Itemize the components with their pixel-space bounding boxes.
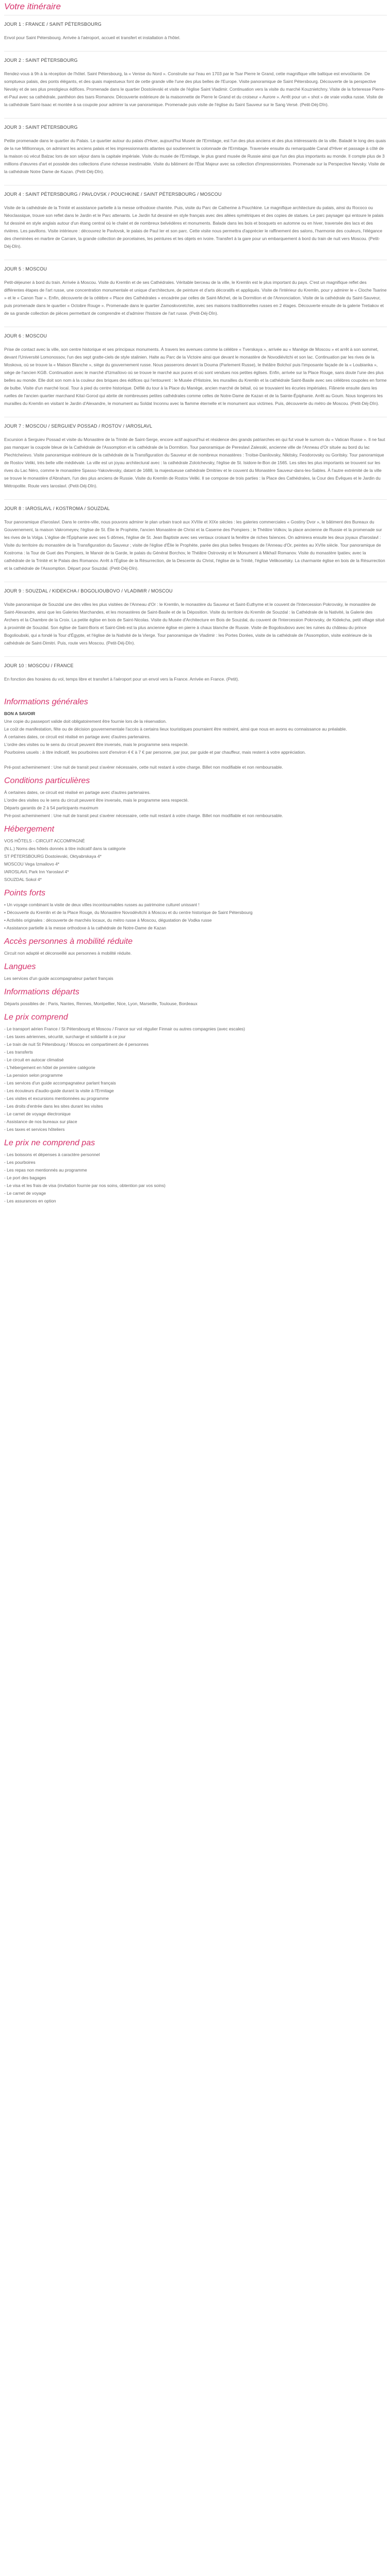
info-title: Informations générales [4, 698, 88, 706]
day-section [4, 327, 387, 417]
day-title: JOUR 4 : SAINT PÉTERSBOURG / PAVLOVSK / POUCHKINE / SAINT PÉTERSBOURG / MOSCOU [4, 192, 222, 197]
included-item: - Les visites et excursions mentionnées au programme [4, 1096, 109, 1101]
day-section [4, 417, 387, 499]
comprend-title: Le prix comprend [4, 1013, 68, 1022]
comprend-list [4, 1025, 387, 1133]
excluded-item: - Le visa et les frais de visa (invitation fournie par nos soins, obtention par vos soins) [4, 1183, 166, 1188]
day-section [4, 118, 387, 185]
day-description: Visite de la cathédrale de la Trinité et assistance partielle à la messe orthodoxe chantée. Puis, visite du Parc de Catherine à Pouchkine. Le magnifique architecture du palais, ainsi du Rococo ou Néoclassique, trouve son reflet dans le Jardin et le Parc attenants. Le Jardin fut dessiné en style français avec des allées symétriques et des copies de statues. Le parc paysager qui entoure le palais fut dessiné en style anglais autour d'un étang central où le chalet et de nombreux belvédères et monuments. Balade dans les bois et bosquets en automne ou en hiver, traversée des lacs et des rivières. Les pavillons. Visite intérieure : découvrez le Pavlovsk, le palais de Paul Ier et son parc. Cette visite nous permettra d'apprécier le raffinement des salons, l'harmonie des couleurs, l'élégance des cheminées en marbre de Carrare, la grande collection de porcelaines, les peintures et les objets en ivoire. Transfert à la gare pour un embarquement à bord du train de nuit vers Moscou. (Petit-Déj-Dîn). [4, 205, 384, 249]
condition-item: À certaines dates, ce circuit est réalisé en partage avec d'autres partenaires. [4, 790, 151, 795]
hotel-item: VOS HÔTELS - CIRCUIT ACCOMPAGNÉ [4, 838, 85, 843]
bon-a-savoir-item: Le coût de manifestation, fête ou de décision gouvernementale l'accès à certains lieux touristiques pourraient être restreint, ainsi que nous en avons eu connaissance au préalable. [4, 726, 347, 732]
condition-item: L'ordre des visites ou le sens du circuit peuvent être inversés, mais le programme sera respecté. [4, 798, 189, 803]
hotel-item: ST PÉTERSBOURG Dostoïevski, Oktyabrskaya 4* [4, 854, 102, 859]
points-title: Points forts [4, 889, 46, 897]
day-title: JOUR 2 : SAINT PÉTERSBOURG [4, 58, 78, 63]
included-item: - Les transferts [4, 1049, 33, 1055]
included-item: - Les services d'un guide accompagnateur parlant français [4, 1080, 116, 1086]
hotel-item: SOUZDAL Sokol 4* [4, 877, 42, 882]
excluded-item: - Les boissons et dépenses à caractère personnel [4, 1152, 100, 1157]
day-description: Envol pour Saint Pétersbourg. Arrivée à l'aéroport, accueil et transfert et installation à l'hôtel. [4, 35, 181, 40]
day-section [4, 15, 387, 51]
day-section [4, 185, 387, 260]
hebergement-title: Hébergement [4, 825, 54, 834]
page-title: Votre itinéraire [4, 2, 61, 11]
included-item: - L'hébergement en hôtel de première catégorie [4, 1065, 95, 1070]
day-description: Visite panoramique de Souzdal une des villes les plus visitées de l'Anneau d'Or : le Kremlin, le monastère du Sauveur et Saint-Euthyme et le couvent de l'Intercession Pokrovsky, le monastère de Saint-Alexandre, ainsi que les Galeries Marchandes, et les monastères de Saint-Basile et de la Déposition. Visite du territoire du Kremlin de Souzdal : la Cathédrale de la Nativité, la Galerie des Archers et la Chambre de la Croix. La petite église en bois de Saint-Nicolas. Visite du Musée d'Architecture en Bois de Souzdal, du couvent de l'Intercession Pokrovsky, de Kidekcha, petit village situé à proximité de Souzdal. Son église de Saint-Boris et Saint-Gleb est la plus ancienne église en pierre à chaux blanche de Russie. Visite de Bogolioubovo avec les ruines du château du prince Bogolioubski, qui a fondé la Tour d'Égypte, et l'église de la Nativité de la Vierge. Tour panoramique de Vladimir : les Portes Dorées, visite de la cathédrale de l'Assomption, visite extérieure de la cathédrale de Saint-Dimitri. Puis, route vers Moscou. (Petit-Déj-Dîn). [4, 602, 385, 646]
included-item: - Le transport aérien France / St Pétersbourg et Moscou / France sur vol régulier Finnair ou autres compagnies (avec escales) [4, 1026, 245, 1031]
included-item: - Le circuit en autocar climatisé [4, 1057, 64, 1062]
excluded-item: - Le port des bagages [4, 1175, 46, 1180]
included-item: - Les droits d'entrée dans les sites durant les visites [4, 1104, 103, 1109]
day-description: Prise de contact avec la ville, son centre historique et ses principaux monuments. À travers les avenues comme la célèbre « Tverskaya », arrivée au « Manège de Moscou » et arrêt à son sommet, devant l'Université Lomonossov, l'un des sept gratte-ciels de style stalinien. Halte au Parc de la Victoire ainsi que devant le monastère de Novodiévitchi et son lac. Continuation par les rives de la Moskova, où se trouve la « Maison Blanche », siège du gouvernement russe. Nous passerons devant la Douma (Parlement Russe), le théâtre Bolchoï puis l'imposante façade de la « Loubianka », siège de l'ancien KGB. Continuation avec le marché d'Izmaïlovo où se trouve le marché aux puces et où sont vendues nos petites églises. Enfin, arrivée sur la Place Rouge, sans doute l'une des plus belles au monde. Elle doit son nom à la couleur des briques des édifices qui l'entourent : le Musée d'Histoire, les murailles du Kremlin et la cathédrale Saint-Basile avec ses célèbres coupoles en forme de bulbe. Visite d'un marché local. Tour à pied du centre historique. Défilé du tour à la Place du Manège, ancien marché de bétail, où se trouvaient les écuries impériales. Flânerie ensuite dans les ruelles de l'ancien quartier marchand Kitaï-Gorod qui abrite de nombreuses petites cathédrales comme celles de Notre-Dame de Kazan et de la Sainte-Épiphanie. Arrêt au Goum. Nous longerons les murailles du Kremlin en visitant le Jardin d'Alexandre, le monument au Soldat Inconnu avec la flamme éternelle et le monument aux victimes. Puis, découverte du métro de Moscou. (Petit-Déj-Dîn). [4, 347, 387, 406]
general-info [4, 698, 387, 1205]
langues-text: Les services d'un guide accompagnateur parlant français [4, 976, 113, 981]
day-description: Rendez-vous à 9h à la réception de l'hôtel. Saint Pétersbourg, la « Venise du Nord ». Construite sur l'eau en 1703 par le Tsar Pierre le Grand, cette magnifique ville baltique est envoûtante. De somptueux palais, des ponts élégants, et des quais majestueux font de cette grande ville l'une des plus belles de l'Europe. Visite panoramique de Saint Pétersbourg. Découverte de la perspective Nevsky et de ses plus prestigieux édifices. Promenade dans le quartier Dostoïevski et visite de l'église Saint Vladimir. Continuation vers la visite du marché Kouznietchny. Visite de la forteresse Pierre-et-Paul avec sa cathédrale, panthéon des tsars Romanov. Découverte extérieure de la maisonnette de Pierre le Grand et du croiseur « Aurore ». Arrêt pour un « shot » de vraie vodka russe. Visite de la cathédrale Saint-Isaac et montée à sa coupole pour admirer la vue panoramique. Promenade puis visite de l'église du Saint Sauveur sur le Sang Versé. (Petit-Déj-Dîn). [4, 71, 385, 107]
excluded-item: - Les repas non mentionnés au programme [4, 1167, 87, 1173]
included-item: - Les taxes et services hôteliers [4, 1127, 65, 1132]
included-item: - Le carnet de voyage électronique [4, 1111, 71, 1116]
excluded-item: - Les pourboires [4, 1160, 36, 1165]
excluded-item: - Les assurances en option [4, 1198, 56, 1204]
day-section [4, 260, 387, 327]
day-section [4, 656, 387, 692]
highlight-item: • Découverte du Kremlin et de la Place Rouge, du Monastère Novodévitchi à Moscou et du centre historique de Saint Pétersbourg [4, 910, 253, 915]
bon-a-savoir-label: BON A SAVOIR [4, 711, 36, 716]
day-title: JOUR 10 : MOSCOU / FRANCE [4, 663, 74, 668]
included-item: - Les écouteurs d'audio-guide durant la visite à l'Ermitage [4, 1088, 114, 1093]
day-title: JOUR 5 : MOSCOU [4, 266, 47, 272]
ne-comprend-title: Le prix ne comprend pas [4, 1139, 95, 1147]
days-list [4, 15, 387, 692]
day-title: JOUR 7 : MOSCOU / SERGUIEV POSSAD / ROSTOV / IAROSLAVL [4, 423, 153, 429]
day-title: JOUR 6 : MOSCOU [4, 333, 47, 338]
day-title: JOUR 3 : SAINT PÉTERSBOURG [4, 125, 78, 130]
day-description: Tour panoramique d'Iaroslavl. Dans le centre-ville, nous pouvons admirer le plan urbain tracé aux XVIIIe et XIXe siècles : les galeries commerciales « Gostiny Dvor », le bâtiment des Bureaux du Gouvernement, la maison Vakromeyev, l'église de St. Élie le Prophète, l'ancien Monastère de Christ et la Caserne des Pompiers ; le Théâtre Volkov, la place ancienne de Russie et la promenade sur les rives de la Volga. L'église de l'Épiphanie avec ses 5 dômes, l'église de St. Jean Baptiste avec ses ventaux croisant la fenêtre de riches faïences. On admirera ensuite les deux joyaux d'Iaroslavl : Visite du territoire du monastère de la Transfiguration du Sauveur ; visite de l'église d'Élie le Prophète, parée des plus belles fresques de l'Anneau d'Or, peintes au XVIIe siècle. Tour panoramique de Kostroma : la Tour de Guet des Pompiers, le Manoir de la Garde, le palais du Général Borchov, le Théâtre Ostrovsky et le Monument à Mikhaïl Romanov. Visite du monastère Ipatiev, avec la cathédrale de la Trinité et le Palais des Romanov. Arrêt à l'Église de la Résurrection, de la Descente du Christ, l'église de la Trinité, l'église Velikoselsky. La charmante église en bois de la Résurrection et la cathédrale de l'Assomption. Départ pour Souzdal. (Petit-Déj-Dîn). [4, 519, 385, 571]
day-title: JOUR 8 : IAROSLAVL / KOSTROMA / SOUZDAL [4, 506, 110, 511]
hotel-item: (N.L.) Noms des hôtels donnés à titre indicatif dans la catégorie [4, 846, 126, 851]
day-section [4, 582, 387, 656]
conditions-list [4, 789, 387, 820]
included-item: - Les taxes aériennes, sécurité, surcharge et solidarité à ce jour [4, 1034, 126, 1039]
highlight-item: • Activités originales : découverte de marchés locaux, du métro russe à Moscou, dégustation de Vodka russe [4, 918, 212, 923]
ne-comprend-list [4, 1151, 387, 1205]
hotel-item: MOSCOU Vega Izmailovo 4* [4, 861, 60, 867]
day-description: Excursion à Serguiev Possad et visite du Monastère de la Trinité de Saint-Serge, encore actif aujourd'hui et résidence des grands patriarches en qui fut voué le surnom du « Vatican Russe ». Il ne faut pas manquer la coupole bleue de la Cathédrale de l'Assomption et la cathédrale de la Dormition. Tour panoramique de Pereslavl Zalesski, ancienne ville de l'Anneau d'Or située au bord du lac Plechtcheïevo. Visite panoramique extérieure de la cathédrale de la Transfiguration du Sauveur et de nombreux monastères : Troitse-Danilovsky, Nikitsky, Feodorovsky ou Goritsky. Tour panoramique de Rostov Veliki, très belle ville médiévale. La ville est un joyau architectural avec : la cathédrale Zolotchevsky, l'église de St. Isidore-le-Bon de 1565. Les sites les plus importants se trouvent sur les rives du Lac Néro, comme le monastère Spasso-Yakovlevsky, datant de 1688, la majestueuse cathédrale Dmitriev et le couvent du Monastère Sauveur-dans-les-Sables. À l'autre extrémité de la ville se trouve le monastère d'Abraham, l'un des plus anciens de Russie. Visite du Kremlin de Rostov Veliki. Il se compose de trois parties : la Place des Cathédrales, la Cour des Évêques et le Jardin du Métropolite. Route vers Iaroslavl. (Petit-Déj-Dîn). [4, 437, 385, 488]
bon-a-savoir-item: Pourboires usuels : à titre indicatif, les pourboires sont d'environ 4 € à 7 € par personne, par jour, par guide et par chauffeur, mais restent à votre appréciation. [4, 750, 306, 755]
langues-title: Langues [4, 962, 36, 971]
bon-a-savoir-last: Pré-post acheminement : Une nuit de transit peut s'avérer nécessaire, cette nuit restant à votre charge. Billet non modifiable et non remboursable. [4, 765, 283, 770]
day-title: JOUR 1 : FRANCE / SAINT PÉTERSBOURG [4, 22, 102, 27]
hebergement-list [4, 837, 387, 884]
included-item: - Le train de nuit St Pétersbourg / Moscou en compartiment de 4 personnes [4, 1042, 149, 1047]
condition-item: Départs garantis de 2 à 54 participants maximum [4, 805, 99, 810]
itinerary-page [0, 0, 391, 1205]
vols-title: Informations départs [4, 988, 79, 996]
day-description: En fonction des horaires du vol, temps libre et transfert à l'aéroport pour un envol vers la France. Arrivée en France. (Petit). [4, 676, 239, 682]
day-title: JOUR 9 : SOUZDAL / KIDEKCHA / BOGOLIOUBOVO / VLADIMIR / MOSCOU [4, 588, 173, 594]
included-item: - La pension selon programme [4, 1073, 63, 1078]
vols-text: Départs possibles de : Paris, Nantes, Rennes, Montpellier, Nice, Lyon, Marseille, Toulouse, Bordeaux [4, 1001, 198, 1006]
bon-a-savoir-item: À certaines dates, ce circuit est réalisé en partage avec d'autres partenaires. [4, 734, 151, 739]
excluded-item: - Le carnet de voyage [4, 1191, 46, 1196]
conditions-title: Conditions particulières [4, 776, 90, 785]
day-description: Petit-déjeuner à bord du train. Arrivée à Moscou. Visite du Kremlin et de ses Cathédrales. Véritable berceau de la ville, le Kremlin est le plus important du pays. C'est un magnifique reflet des différentes étapes de l'art russe, une concentration monumentale et unique d'architecture, de peinture et d'arts décoratifs et appliqués. Visite de l'intérieur du Kremlin, pour y admirer le « Cloche Tsarine » et le « Canon Tsar ». Enfin, découverte de la célèbre « Place des Cathédrales » encadrée par celles de Saint-Michel, de la Dormition et de l'Annonciation. Visite de la cathédrale du Saint-Sauveur, puis promenade dans le quartier « Octobre Rouge ». Promenade dans le quartier Zamoskvoretchie, avec ses maisons traditionnelles russes en 2 étages. Découverte ensuite de la galerie Tretiakov et de sa grande collection de pièces permettant de comprendre et d'admirer l'histoire de l'art russe. (Petit-Déj-Dîn). [4, 280, 387, 316]
included-item: - Assistance de nos bureaux sur place [4, 1119, 77, 1124]
highlight-item: • Un voyage combinant la visite de deux villes incontournables russes au patrimoine culturel unissant ! [4, 902, 200, 907]
highlight-item: • Assistance partielle à la messe orthodoxe à la cathédrale de Notre-Dame de Kazan [4, 925, 166, 930]
bon-a-savoir-list [4, 718, 387, 756]
condition-item: Pré-post acheminement : Une nuit de transit peut s'avérer nécessaire, cette nuit restant à votre charge. Billet non modifiable et non remboursable. [4, 813, 283, 818]
hotel-item: IAROSLAVL Park Inn Yaroslavl 4* [4, 869, 69, 874]
bon-a-savoir-item: L'ordre des visites ou le sens du circuit peuvent être inversés, mais le programme sera respecté. [4, 742, 189, 747]
bon-a-savoir-item: Une copie du passeport valide doit obligatoirement être fournie lors de la réservation. [4, 719, 167, 724]
acces-title: Accès personnes à mobilité réduite [4, 937, 133, 946]
acces-text: Circuit non adapté et déconseillé aux personnes à mobilité réduite. [4, 951, 132, 956]
day-description: Petite promenade dans le quartier du Palais. Le quartier autour du palais d'Hiver, aujourd'hui Musée de l'Ermitage, est l'un des plus anciens et des plus intéressants de la ville. Baladé le long des quais de la rue Millionnaya, on admirant les anciens palais et les impressionnants atlantes qui soutiennent la colonnade de l'Ermitage. Traversée ensuite du remarquable Canal d'Hiver et passage à côté de la maison où vécut Balzac lors de son séjour dans la capitale impériale. Visite du musée de l'Ermitage, le plus grand musée de Russie ainsi que l'un des plus importants au monde. Il compte plus de 3 millions d'œuvres d'art et possède des collections d'une richesse inestimable. Visite du bâtiment de l'État Majeur avec sa collection d'impressionnistes. Promenade sur la Perspective Nevsky. Visite de la cathédrale Notre Dame de Kazan. (Petit-Déj-Dîn). [4, 138, 386, 174]
day-section [4, 51, 387, 118]
points-list [4, 901, 387, 932]
day-section [4, 499, 387, 582]
